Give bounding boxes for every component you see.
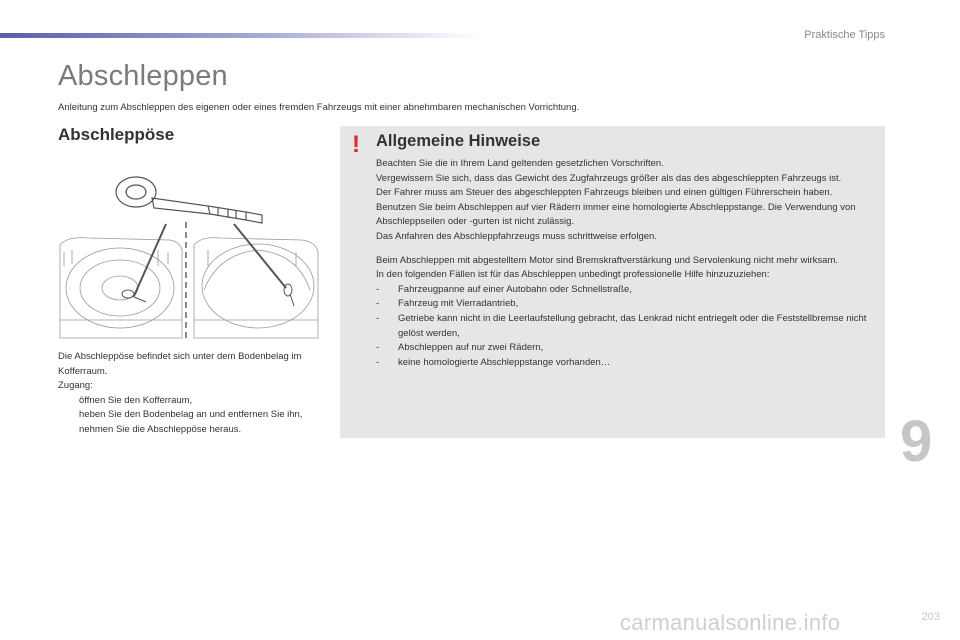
header-accent-bar: [0, 33, 480, 38]
note-line: In den folgenden Fällen ist für das Abschleppen unbedingt professionelle Hilfe hinzuzuziehen:: [376, 269, 770, 281]
list-item: öffnen Sie den Kofferraum,: [79, 394, 193, 406]
note-line: Das Anfahren des Abschleppfahrzeugs muss schrittweise erfolgen.: [376, 230, 657, 242]
list-item: nehmen Sie die Abschleppöse heraus.: [79, 423, 242, 435]
note-line: Benutzen Sie beim Abschleppen auf vier Rädern immer eine homologierte Abschleppstange. Die Verwendung von Abschleppseilen oder -gurten ist nicht zulässig.: [376, 201, 856, 228]
page-number: 203: [921, 611, 940, 623]
pointer-lines: [134, 224, 286, 296]
note-line: Beachten Sie die in Ihrem Land geltenden gesetzlichen Vorschriften.: [376, 158, 664, 169]
list-item: - Fahrzeugpanne auf einer Autobahn oder Schnellstraße,: [376, 283, 868, 298]
list-item: heben Sie den Bodenbelag an und entfernen Sie ihn,: [79, 409, 303, 420]
section-label: Praktische Tipps: [804, 29, 885, 41]
list-item: - Fahrzeug mit Vierradantrieb,: [376, 297, 868, 312]
dash-marker: -: [376, 312, 380, 324]
general-notes-body: [376, 157, 868, 370]
page-title: Abschleppen: [58, 60, 228, 92]
general-notes-panel: [340, 126, 885, 438]
note-line: Vergewissern Sie sich, dass das Gewicht des Zugfahrzeugs größer als das des abgeschleppten Fahrzeugs ist.: [376, 172, 842, 184]
intro-text: Anleitung zum Abschleppen des eigenen oder eines fremden Fahrzeugs mit einer abnehmbaren mechanischen Vorrichtung.: [58, 102, 580, 113]
dash-marker: -: [376, 283, 380, 295]
list-item: - Abschleppen auf nur zwei Rädern,: [376, 341, 868, 356]
dash-marker: -: [376, 342, 380, 354]
access-label: Zugang:: [58, 380, 93, 391]
note-line: Der Fahrer muss am Steuer des abgeschleppten Fahrzeugs bleiben und einen gültigen Führerschein haben.: [376, 187, 833, 199]
chapter-number: 9: [900, 409, 933, 474]
towing-eye-description: Die Abschleppöse befindet sich unter dem Bodenbelag im Kofferraum.: [58, 351, 302, 377]
trunk-view-right: [194, 238, 318, 338]
list-item: - keine homologierte Abschleppstange vorhanden…: [376, 356, 868, 371]
towing-eye-tool: [116, 177, 262, 223]
towing-eye-instructions: [58, 350, 320, 437]
list-item: - Getriebe kann nicht in die Leerlaufstellung gebracht, das Lenkrad nicht entriegelt oder die Feststellbremse nicht gelöst werden,: [376, 312, 867, 339]
watermark: carmanualsonline.info: [620, 610, 841, 635]
dash-marker: -: [376, 356, 380, 368]
note-line: Beim Abschleppen mit abgestelltem Motor sind Bremskraftverstärkung und Servolenkung nicht mehr wirksam.: [376, 254, 839, 266]
towing-eye-illustration: [58, 170, 320, 342]
towing-eye-heading: Abschleppöse: [58, 125, 175, 144]
dash-marker: -: [376, 298, 380, 310]
professional-help-cases: [376, 283, 868, 371]
warning-icon: !: [352, 131, 360, 158]
access-steps: [58, 394, 320, 438]
general-notes-heading: Allgemeine Hinweise: [376, 132, 541, 150]
trunk-view-left: [60, 238, 182, 338]
